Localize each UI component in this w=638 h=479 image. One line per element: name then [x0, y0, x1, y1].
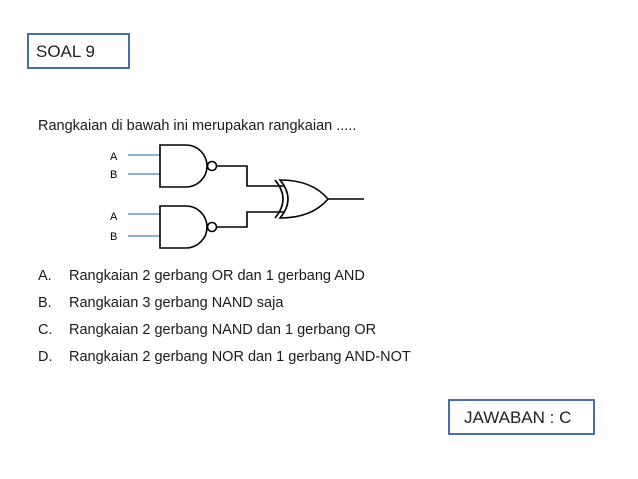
- option-a-text: Rangkaian 2 gerbang OR dan 1 gerbang AND: [69, 268, 365, 284]
- answer-label: JAWABAN : C: [464, 408, 572, 427]
- gate1-output-wire: [217, 166, 287, 186]
- nand-gate-1: [160, 145, 207, 187]
- nand-gate-2: [160, 206, 207, 248]
- option-a[interactable]: [38, 268, 365, 284]
- gate2-input-a-label: A: [110, 211, 118, 223]
- input-wires: [128, 155, 160, 236]
- option-b-letter: B.: [38, 295, 52, 311]
- gate1-input-b-label: B: [110, 169, 118, 181]
- nand-gate-1-bubble: [208, 162, 217, 171]
- option-d[interactable]: [38, 349, 411, 365]
- nand-gate-2-bubble: [208, 223, 217, 232]
- option-b-text: Rangkaian 3 gerbang NAND saja: [69, 295, 284, 311]
- option-c[interactable]: [38, 322, 376, 338]
- option-c-text: Rangkaian 2 gerbang NAND dan 1 gerbang OR: [69, 322, 377, 338]
- option-c-letter: C.: [38, 322, 53, 338]
- or-gate: [280, 180, 328, 218]
- gate2-output-wire: [217, 212, 287, 227]
- gate1-input-a-label: A: [110, 151, 118, 163]
- option-b[interactable]: [38, 295, 283, 311]
- answer-box: [448, 399, 595, 435]
- option-d-text: Rangkaian 2 gerbang NOR dan 1 gerbang AND-NOT: [69, 349, 411, 365]
- option-d-letter: D.: [38, 349, 53, 365]
- gate2-input-b-label: B: [110, 231, 118, 243]
- question-number-label: SOAL 9: [36, 42, 95, 61]
- question-text: Rangkaian di bawah ini merupakan rangkaian .....: [38, 118, 357, 134]
- option-a-letter: A.: [38, 268, 52, 284]
